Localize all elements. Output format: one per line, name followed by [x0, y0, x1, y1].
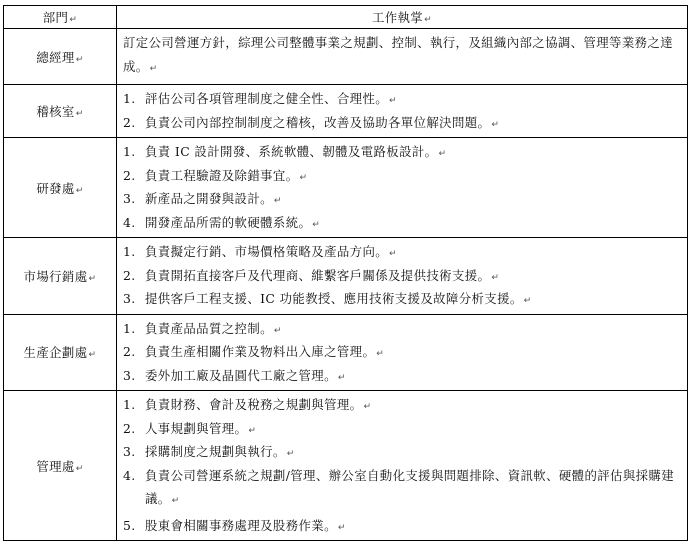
duty-cell: [117, 314, 688, 391]
list-item: 1. 負責財務、會計及稅務之規劃與管理。↵: [123, 397, 372, 412]
list-item: 2. 負責生產相關作業及物料出入庫之管理。↵: [123, 344, 385, 359]
table-row: [4, 391, 688, 541]
duty-cell: [117, 391, 688, 541]
list-item: 2. 負責工程驗證及除錯事宜。↵: [123, 167, 308, 183]
list-item: 4. 開發產品所需的軟硬體系統。↵: [123, 214, 321, 230]
duty-table: [3, 5, 688, 541]
list-item: 4. 負責公司營運系統之規劃/管理、辦公室自動化支援與問題排除、資訊軟、硬體的評估與採購建議。↵: [123, 467, 674, 506]
header-row: [4, 6, 688, 29]
dept-cell: 稽核室↵: [4, 85, 117, 138]
duty-cell: [117, 29, 688, 85]
duty-cell: [117, 85, 688, 138]
dept-cell: 研發處↵: [4, 138, 117, 238]
duty-description: 訂定公司營運方針，綜理公司整體事業之規劃、控制、執行，及組織內部之協調、管理等業務之達成。↵: [123, 35, 673, 74]
dept-cell: 市場行銷處↵: [4, 238, 117, 315]
list-item: 1. 評估公司各項管理制度之健全性、合理性。↵: [123, 91, 397, 106]
dept-cell: 總經理↵: [4, 29, 117, 85]
list-item: 2. 負責公司內部控制制度之稽核，改善及協助各單位解決問題。↵: [123, 114, 500, 130]
list-item: 3. 採購制度之規劃與執行。↵: [123, 444, 295, 459]
duty-cell: [117, 238, 688, 315]
duty-cell: [117, 138, 688, 238]
list-item: 1. 負責產品品質之控制。↵: [123, 320, 282, 336]
table-row: [4, 314, 688, 391]
duty-header: 工作執掌↵: [117, 6, 688, 29]
list-item: 3. 提供客戶工程支援、IC 功能教授、應用技術支援及故障分析支援。↵: [123, 291, 532, 306]
list-item: 1. 負責擬定行銷、市場價格策略及產品方向。↵: [123, 244, 397, 259]
list-item: 1. 負責 IC 設計開發、系統軟體、韌體及電路板設計。↵: [123, 144, 447, 159]
dept-cell: 管理處↵: [4, 391, 117, 541]
table-row: [4, 238, 688, 315]
dept-header: 部門↵: [4, 6, 117, 29]
list-item: 2. 人事規劃與管理。↵: [123, 420, 257, 436]
list-item: 5. 股東會相關事務處理及股務作業。↵: [123, 517, 346, 533]
dept-cell: 生產企劃處↵: [4, 314, 117, 391]
list-item: 2. 負責開拓直接客戶及代理商、維繫客戶關係及提供技術支援。↵: [123, 267, 500, 283]
table-row: [4, 29, 688, 85]
table-row: [4, 138, 688, 238]
table-row: [4, 85, 688, 138]
list-item: 3. 新產品之開發與設計。↵: [123, 191, 282, 206]
list-item: 3. 委外加工廠及晶圓代工廠之管理。↵: [123, 367, 346, 383]
